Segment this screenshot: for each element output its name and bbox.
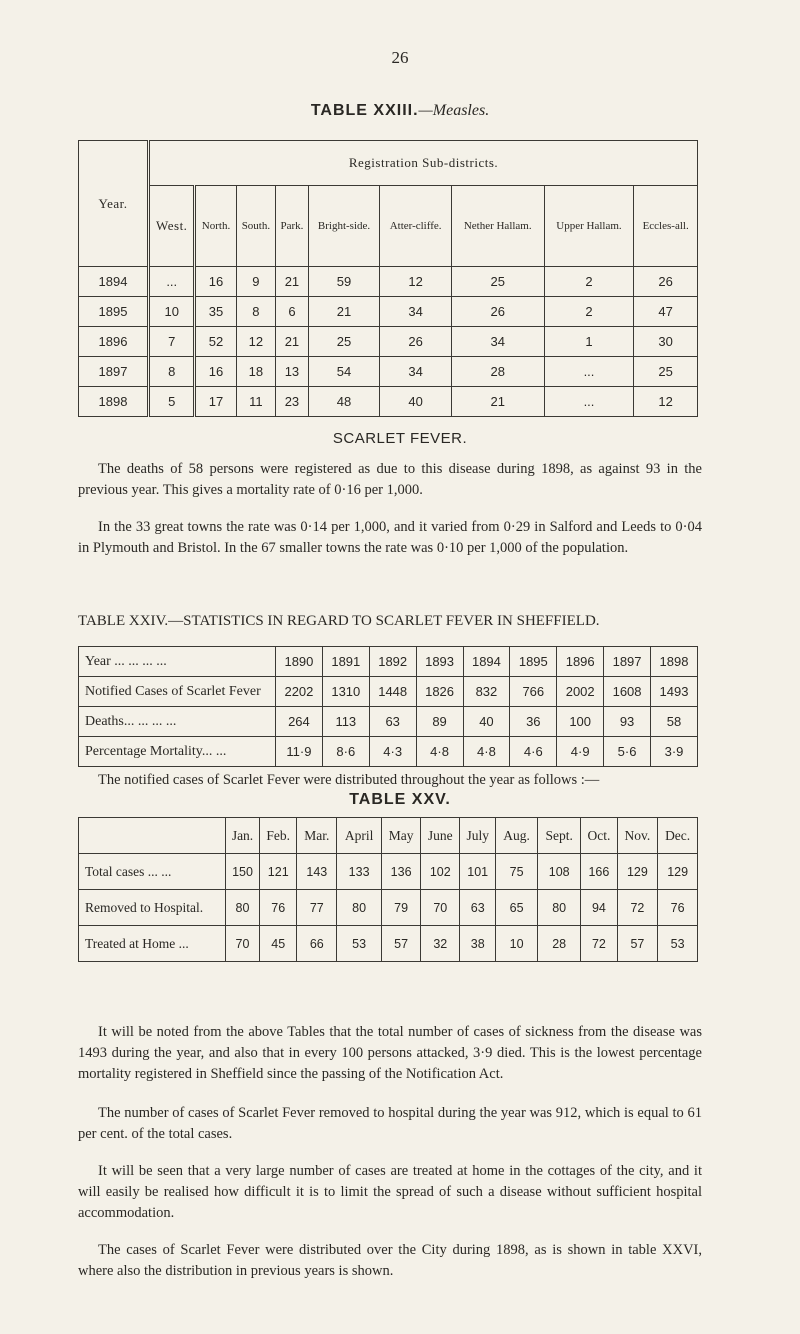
- table-cell: 80: [538, 890, 581, 926]
- column-header: Atter-cliffe.: [380, 186, 451, 267]
- month-header: Oct.: [581, 818, 617, 854]
- month-header: Aug.: [496, 818, 538, 854]
- table-cell: 102: [421, 854, 460, 890]
- month-header: Feb.: [260, 818, 297, 854]
- table-cell: 77: [297, 890, 337, 926]
- table-cell: 1896: [557, 647, 604, 677]
- table-xxiii-label: TABLE XXIII.: [310, 102, 419, 119]
- table-cell: 63: [369, 707, 416, 737]
- year-cell: 1897: [79, 357, 149, 387]
- table-cell: 101: [460, 854, 496, 890]
- paragraph-great-towns-text: In the 33 great towns the rate was 0·14 per 1,000, and it varied from 0·29 in Salford and Leeds to 0·04 in Plymouth and Bristol. In the 67 smaller towns the rate was 0·10 per 1,000 of the population.: [78, 519, 702, 556]
- table-cell: 143: [297, 854, 337, 890]
- table-cell: 40: [380, 387, 451, 417]
- table-xxv-label: TABLE XXV.: [349, 791, 451, 808]
- table-cell: 108: [538, 854, 581, 890]
- table-xxiv-title: TABLE XXIV.—STATISTICS IN REGARD TO SCARLET FEVER IN SHEFFIELD.: [78, 613, 600, 629]
- table-cell: 1895: [510, 647, 557, 677]
- table-cell: 30: [634, 327, 698, 357]
- table-cell: 1493: [651, 677, 698, 707]
- table-cell: 150: [226, 854, 260, 890]
- table-cell: 17: [195, 387, 236, 417]
- table-cell: 8: [236, 297, 276, 327]
- table-cell: 57: [617, 926, 658, 962]
- table-cell: 26: [634, 267, 698, 297]
- table-cell: 38: [460, 926, 496, 962]
- table-cell: 75: [496, 854, 538, 890]
- month-header: May: [382, 818, 421, 854]
- month-header: June: [421, 818, 460, 854]
- paragraph-great-towns: [78, 517, 702, 559]
- table-cell: 2: [544, 267, 634, 297]
- table-cell: 12: [380, 267, 451, 297]
- table-cell: 25: [634, 357, 698, 387]
- column-header: North.: [195, 186, 236, 267]
- table-row: [79, 854, 698, 890]
- year-header: Year.: [79, 141, 149, 267]
- table-xxiii-subtitle: —Measles.: [418, 102, 490, 119]
- row-label: Removed to Hospital.: [79, 890, 226, 926]
- table-cell: 70: [226, 926, 260, 962]
- table-cell: 36: [510, 707, 557, 737]
- column-header: Park.: [276, 186, 308, 267]
- table-cell: 48: [308, 387, 380, 417]
- table-cell: 57: [382, 926, 421, 962]
- table-cell: 8·6: [322, 737, 369, 767]
- table-row: [79, 647, 698, 677]
- month-header: Mar.: [297, 818, 337, 854]
- table-cell: 166: [581, 854, 617, 890]
- table-row: [79, 387, 698, 417]
- month-header: Jan.: [226, 818, 260, 854]
- year-cell: 1898: [79, 387, 149, 417]
- table-cell: 10: [496, 926, 538, 962]
- table-cell: 7: [149, 327, 195, 357]
- table-cell: 54: [308, 357, 380, 387]
- paragraph-noted-text: It will be noted from the above Tables that the total number of cases of sickness from the disease was 1493 during the year, and also that in every 100 persons attacked, 3·9 died. This is the lowest percentage mortality registered in Sheffield since the passing of the Notification Act.: [78, 1024, 702, 1082]
- table-cell: 58: [651, 707, 698, 737]
- table-cell: 1894: [463, 647, 510, 677]
- table-cell: 52: [195, 327, 236, 357]
- column-header: Bright-side.: [308, 186, 380, 267]
- table-row: [79, 327, 698, 357]
- column-header: Upper Hallam.: [544, 186, 634, 267]
- table-row: [79, 926, 698, 962]
- table-cell: 21: [451, 387, 544, 417]
- table-cell: 72: [581, 926, 617, 962]
- corner-cell: [79, 818, 226, 854]
- table-cell: 133: [337, 854, 382, 890]
- table-cell: ...: [544, 357, 634, 387]
- table-cell: 16: [195, 357, 236, 387]
- table-cell: 34: [380, 297, 451, 327]
- table-row: [79, 677, 698, 707]
- table-cell: 12: [236, 327, 276, 357]
- paragraph-home-treatment: [78, 1161, 702, 1224]
- table-cell: 28: [538, 926, 581, 962]
- table-cell: 5·6: [604, 737, 651, 767]
- table-cell: 21: [276, 327, 308, 357]
- table-cell: 11·9: [276, 737, 323, 767]
- table-cell: 1893: [416, 647, 463, 677]
- table-cell: 72: [617, 890, 658, 926]
- table-cell: 45: [260, 926, 297, 962]
- table-cell: 2002: [557, 677, 604, 707]
- table-cell: 264: [276, 707, 323, 737]
- month-header: Dec.: [658, 818, 698, 854]
- table-cell: 16: [195, 267, 236, 297]
- month-header: Nov.: [617, 818, 658, 854]
- table-cell: 3·9: [651, 737, 698, 767]
- table-cell: 70: [421, 890, 460, 926]
- table-cell: 6: [276, 297, 308, 327]
- scarlet-fever-statistics-table: [78, 646, 698, 767]
- table-cell: 35: [195, 297, 236, 327]
- table-cell: 34: [380, 357, 451, 387]
- table-cell: 129: [658, 854, 698, 890]
- row-label: Notified Cases of Scarlet Fever: [79, 677, 276, 707]
- table-xxiii-title: [0, 102, 800, 120]
- table-cell: 25: [308, 327, 380, 357]
- table-cell: 1892: [369, 647, 416, 677]
- table-cell: 1898: [651, 647, 698, 677]
- table-cell: 11: [236, 387, 276, 417]
- row-label: Deaths... ... ... ...: [79, 707, 276, 737]
- table-xxv-title: [0, 791, 800, 809]
- table-row: [79, 297, 698, 327]
- table-row: [79, 267, 698, 297]
- page-number: 26: [391, 48, 409, 67]
- monthly-cases-table: [78, 817, 698, 962]
- table-row: [79, 357, 698, 387]
- year-cell: 1895: [79, 297, 149, 327]
- table-cell: 76: [658, 890, 698, 926]
- table-cell: 5: [149, 387, 195, 417]
- column-header: Eccles-all.: [634, 186, 698, 267]
- measles-table: [78, 140, 698, 417]
- table-cell: 8: [149, 357, 195, 387]
- paragraph-deaths-text: The deaths of 58 persons were registered as due to this disease during 1898, as against 93 in the previous year. This gives a mortality rate of 0·16 per 1,000.: [78, 461, 702, 498]
- table-cell: 80: [226, 890, 260, 926]
- scarlet-fever-heading: SCARLET FEVER.: [332, 430, 468, 447]
- row-label: Percentage Mortality... ...: [79, 737, 276, 767]
- table-cell: 832: [463, 677, 510, 707]
- table-cell: 59: [308, 267, 380, 297]
- table-cell: 2202: [276, 677, 323, 707]
- month-header: April: [337, 818, 382, 854]
- table-cell: 53: [337, 926, 382, 962]
- table-cell: 1448: [369, 677, 416, 707]
- table-cell: 1826: [416, 677, 463, 707]
- table-cell: 4·8: [463, 737, 510, 767]
- paragraph-removed-text: The number of cases of Scarlet Fever removed to hospital during the year was 912, which is equal to 61 per cent. of the total cases.: [78, 1105, 702, 1142]
- table-cell: ...: [544, 387, 634, 417]
- table-cell: 32: [421, 926, 460, 962]
- table-cell: 66: [297, 926, 337, 962]
- table-cell: 93: [604, 707, 651, 737]
- table-row: [79, 707, 698, 737]
- table-cell: 25: [451, 267, 544, 297]
- table-cell: 21: [308, 297, 380, 327]
- table-cell: 1: [544, 327, 634, 357]
- registration-subdistricts-header: Registration Sub-districts.: [149, 141, 698, 186]
- table-cell: 13: [276, 357, 308, 387]
- table-cell: 18: [236, 357, 276, 387]
- table-cell: 1310: [322, 677, 369, 707]
- paragraph-deaths: [78, 459, 702, 501]
- paragraph-city-distribution-text: The cases of Scarlet Fever were distributed over the City during 1898, as is shown in table XXVI, where also the distribution in previous years is shown.: [78, 1242, 702, 1279]
- table-cell: 129: [617, 854, 658, 890]
- table-cell: 94: [581, 890, 617, 926]
- column-header: West.: [149, 186, 195, 267]
- table-cell: 1897: [604, 647, 651, 677]
- column-header: South.: [236, 186, 276, 267]
- table-cell: 80: [337, 890, 382, 926]
- month-header: July: [460, 818, 496, 854]
- paragraph-home-treatment-text: It will be seen that a very large number of cases are treated at home in the cottages of the city, and it will easily be realised how difficult it is to limit the spread of such a disease without sufficient hospital accommodation.: [78, 1163, 702, 1221]
- paragraph-distribution-intro-text: The notified cases of Scarlet Fever were distributed throughout the year as follows :—: [98, 772, 600, 788]
- table-cell: 4·8: [416, 737, 463, 767]
- table-cell: 1891: [322, 647, 369, 677]
- table-cell: 100: [557, 707, 604, 737]
- table-cell: 40: [463, 707, 510, 737]
- table-cell: 4·3: [369, 737, 416, 767]
- month-header: Sept.: [538, 818, 581, 854]
- table-cell: 136: [382, 854, 421, 890]
- table-cell: 4·9: [557, 737, 604, 767]
- table-cell: 79: [382, 890, 421, 926]
- table-cell: 23: [276, 387, 308, 417]
- paragraph-city-distribution: [78, 1240, 702, 1282]
- table-cell: 53: [658, 926, 698, 962]
- table-cell: ...: [149, 267, 195, 297]
- table-cell: 47: [634, 297, 698, 327]
- table-cell: 65: [496, 890, 538, 926]
- table-cell: 1890: [276, 647, 323, 677]
- table-row: [79, 737, 698, 767]
- table-cell: 63: [460, 890, 496, 926]
- table-cell: 12: [634, 387, 698, 417]
- table-cell: 34: [451, 327, 544, 357]
- table-cell: 766: [510, 677, 557, 707]
- table-cell: 26: [380, 327, 451, 357]
- table-cell: 89: [416, 707, 463, 737]
- year-cell: 1894: [79, 267, 149, 297]
- table-cell: 2: [544, 297, 634, 327]
- table-cell: 28: [451, 357, 544, 387]
- table-cell: 113: [322, 707, 369, 737]
- table-cell: 10: [149, 297, 195, 327]
- row-label: Year ... ... ... ...: [79, 647, 276, 677]
- row-label: Total cases ... ...: [79, 854, 226, 890]
- paragraph-distribution-intro: [78, 770, 702, 791]
- paragraph-noted: [78, 1022, 702, 1085]
- year-cell: 1896: [79, 327, 149, 357]
- row-label: Treated at Home ...: [79, 926, 226, 962]
- table-cell: 121: [260, 854, 297, 890]
- table-cell: 1608: [604, 677, 651, 707]
- paragraph-removed: [78, 1103, 702, 1145]
- table-cell: 9: [236, 267, 276, 297]
- table-cell: 26: [451, 297, 544, 327]
- table-cell: 21: [276, 267, 308, 297]
- table-cell: 4·6: [510, 737, 557, 767]
- table-row: [79, 890, 698, 926]
- column-header: Nether Hallam.: [451, 186, 544, 267]
- table-cell: 76: [260, 890, 297, 926]
